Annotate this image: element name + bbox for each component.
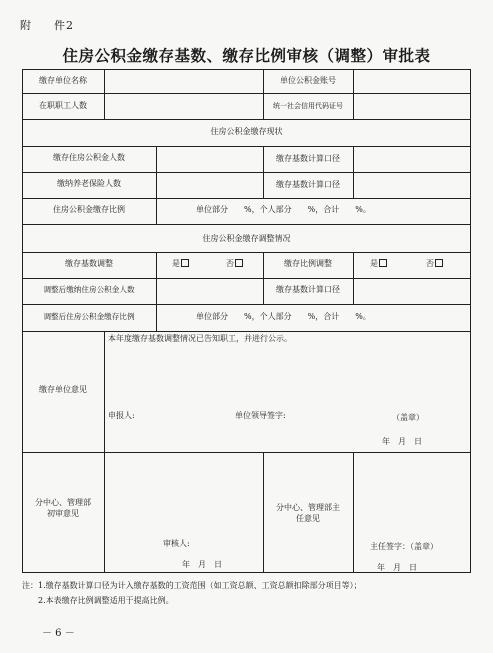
leader-sign-label: 单位领导签字: (235, 411, 286, 420)
attachment-label: 附 件2 (20, 19, 74, 32)
checkbox-icon[interactable] (181, 259, 189, 267)
head-sign-label: 主任签字：（盖章） (370, 542, 438, 551)
opinion-date: 年 月 日 (382, 437, 422, 446)
note-2: 2.本表缴存比例调整适用于提高比例。 (22, 596, 174, 606)
ratio-adjust-yes[interactable]: 是 (370, 259, 387, 270)
unit-opinion-label: 缴存单位意见 (39, 385, 87, 394)
pension-count-label: 缴纳养老保险人数 (57, 179, 121, 188)
base-calc-label: 缴存基数计算口径 (276, 154, 340, 163)
form-notes (22, 578, 362, 608)
form-title: 住房公积金缴存基数、缴存比例审核（调整）审批表 (62, 46, 431, 65)
unit-name-label: 缴存单位名称 (39, 76, 87, 85)
seal-label: （盖章） (392, 413, 424, 422)
review-date-1: 年 月 日 (182, 560, 222, 569)
base-adjust-label: 缴存基数调整 (65, 259, 113, 268)
applicant-label: 申报人: (108, 411, 135, 420)
base-adjust-no[interactable]: 否 (226, 259, 243, 270)
ratio-adjust-label: 缴存比例调整 (284, 259, 332, 268)
credit-code-label: 统一社会信用代码证号 (273, 102, 343, 110)
ratio-text: 单位部分 %，个人部分 %，合计 %。 (196, 205, 371, 214)
adjusted-ratio-text: 单位部分 %，个人部分 %，合计 %。 (196, 312, 371, 321)
ratio-label: 住房公积金缴存比例 (53, 205, 125, 214)
base-calc-label-3: 缴存基数计算口径 (276, 285, 340, 294)
checkbox-icon[interactable] (235, 259, 243, 267)
checkbox-icon[interactable] (379, 259, 387, 267)
reviewer-label: 审核人: (163, 539, 190, 548)
adjusted-ratio-label: 调整后住房公积金缴存比例 (43, 312, 135, 321)
base-calc-label-2: 缴存基数计算口径 (276, 180, 340, 189)
fund-account-label: 单位公积金账号 (280, 76, 336, 85)
approval-form-table (22, 69, 471, 573)
base-adjust-yes[interactable]: 是 (172, 259, 189, 270)
employees-label: 在职职工人数 (39, 101, 87, 110)
page-number: － 6 － (42, 628, 75, 639)
adjust-section-header: 住房公积金缴存调整情况 (202, 234, 291, 243)
adjusted-count-label: 调整后缴纳住房公积金人数 (43, 285, 135, 294)
note-1: 注：1.缴存基数计算口径为计入缴存基数的工资范围（如工资总额、工资总额扣除部分项目等）； (22, 581, 362, 590)
status-section-header: 住房公积金缴存现状 (210, 127, 283, 136)
checkbox-icon[interactable] (435, 259, 443, 267)
head-opinion-label: 分中心、管理部主 任意见 (276, 503, 340, 523)
ratio-adjust-no[interactable]: 否 (426, 259, 443, 270)
first-review-label: 分中心、管理部 初审意见 (35, 498, 91, 518)
review-date-2: 年 月 日 (377, 563, 417, 572)
depositors-label: 缴存住房公积金人数 (53, 153, 125, 162)
opinion-statement: 本年度缴存基数调整情况已告知职工，并进行公示。 (108, 334, 292, 343)
